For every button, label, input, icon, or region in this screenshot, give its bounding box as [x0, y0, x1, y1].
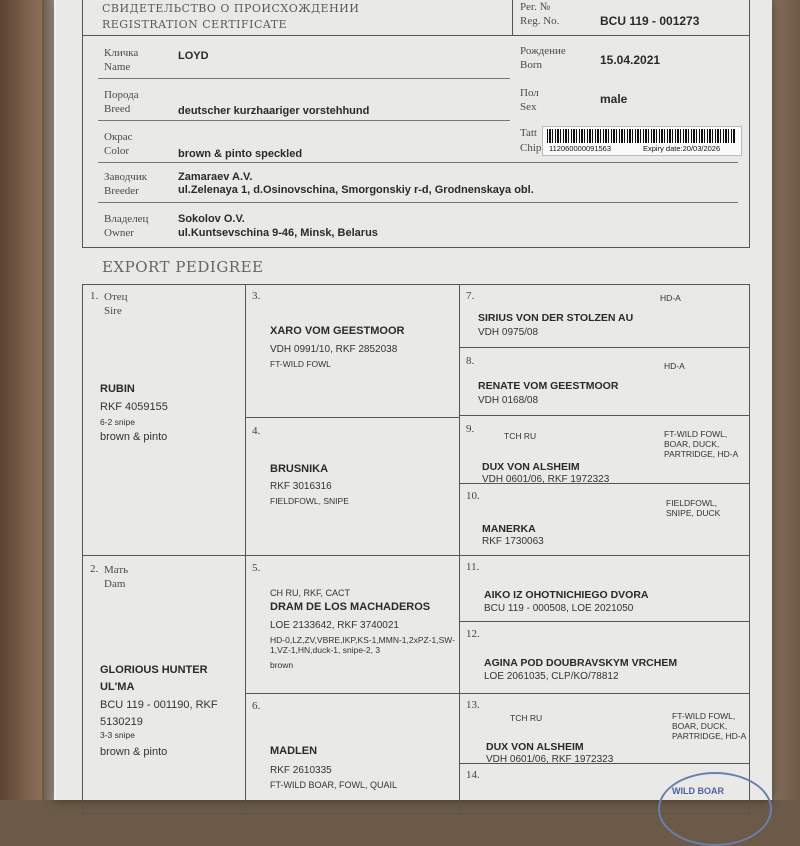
owner-address: ul.Kuntsevschina 9-46, Minsk, Belarus	[178, 227, 378, 239]
cell-9-title: TCH RU	[504, 431, 537, 441]
color-label-ru: Окрас	[104, 131, 133, 143]
chip-label: Chip	[520, 142, 542, 154]
cell-10-note: FIELDFOWL, SNIPE, DUCK	[666, 498, 721, 518]
dam-label-ru: Мать	[104, 564, 129, 576]
cell-5-reg: LOE 2133642, RKF 3740021	[270, 620, 399, 631]
color-value: brown & pinto speckled	[178, 148, 303, 160]
breeder-address: ul.Zelenaya 1, d.Osinovschina, Smorgonskiy r-d, Grodnenskaya obl.	[178, 184, 534, 196]
cell-14-number: 14.	[466, 769, 480, 781]
cell-13-number: 13.	[466, 699, 480, 711]
owner-label-en: Owner	[104, 227, 134, 239]
sex-label-en: Sex	[520, 101, 537, 113]
cell-3-name: XARO VOM GEESTMOOR	[270, 325, 405, 337]
cell-10-reg: RKF 1730063	[482, 536, 544, 547]
dam-color: brown & pinto	[100, 746, 168, 758]
cell-9-name: DUX VON ALSHEIM	[482, 461, 580, 473]
sire-label-ru: Отец	[104, 291, 128, 303]
breeder-underline	[98, 202, 738, 203]
cell-7-reg: VDH 0975/08	[478, 327, 539, 338]
pedigree-heading: EXPORT PEDIGREE	[102, 258, 264, 276]
cell-13-title: TCH RU	[510, 713, 543, 723]
dam-name: GLORIOUS HUNTER UL'MA	[100, 664, 208, 693]
cell-13-reg: VDH 0601/06, RKF 1972323	[486, 754, 614, 765]
breeder-name: Zamaraev A.V.	[178, 171, 253, 183]
cell-13-name: DUX VON ALSHEIM	[486, 741, 584, 753]
chip-expiry: Expiry date:20/03/2026	[643, 144, 721, 153]
reg-label-en: Reg. No.	[520, 15, 560, 27]
cell-5-number: 5.	[252, 562, 261, 574]
cell-6-number: 6.	[252, 700, 261, 712]
cell-5-color: brown	[270, 660, 294, 670]
cell-4-number: 4.	[252, 425, 261, 437]
dam-label-en: Dam	[104, 578, 126, 590]
cell-12-name: AGINA POD DOUBRAVSKYM VRCHEM	[484, 657, 678, 669]
owner-label-ru: Владелец	[104, 213, 149, 225]
dam-note: 3-3 snipe	[100, 730, 135, 740]
barcode-bars	[547, 129, 735, 143]
dog-name: LOYD	[178, 50, 209, 62]
registration-box	[82, 0, 750, 248]
cell-4-reg: RKF 3016316	[270, 481, 332, 492]
cell-9-note: FT-WILD FOWL, BOAR, DUCK, PARTRIDGE, HD-A	[664, 429, 739, 459]
header-vertical-divider	[512, 0, 513, 35]
header-divider	[82, 35, 750, 36]
breed-label-ru: Порода	[104, 89, 139, 101]
sire-note: 6-2 snipe	[100, 417, 135, 427]
cell-10-name: MANERKA	[482, 523, 536, 535]
cell-7-hd: HD-A	[660, 293, 681, 303]
breed-value: deutscher kurzhaariger vorstehhund	[178, 105, 370, 117]
cell-3-note: FT-WILD FOWL	[270, 359, 331, 369]
tatt-label: Tatt	[520, 127, 537, 139]
cell-6-name: MADLEN	[270, 745, 318, 757]
cell-12-number: 12.	[466, 628, 480, 640]
cell-11-number: 11.	[466, 561, 480, 573]
chip-barcode-sticker	[542, 126, 742, 156]
cell-3-number: 3.	[252, 290, 261, 302]
cell-8-name: RENATE VOM GEESTMOOR	[478, 380, 619, 392]
sex-value: male	[600, 92, 628, 106]
color-underline	[98, 162, 738, 163]
chip-number: 112060000091563	[549, 144, 612, 153]
cell-13-note: FT-WILD FOWL, BOAR, DUCK, PARTRIDGE, HD-A	[672, 711, 747, 741]
cell-6-reg: RKF 2610335	[270, 765, 332, 776]
cell-3-reg: VDH 0991/10, RKF 2852038	[270, 344, 398, 355]
sex-label-ru: Пол	[520, 87, 539, 99]
cell-12-reg: LOE 2061035, CLP/KO/78812	[484, 671, 619, 682]
owner-name: Sokolov O.V.	[178, 213, 245, 225]
reg-number: BCU 119 - 001273	[600, 14, 700, 28]
cell-7-number: 7.	[466, 290, 475, 302]
breeder-label-en: Breeder	[104, 185, 139, 197]
cell-5-title: CH RU, RKF, CACT	[270, 588, 351, 598]
name-underline	[98, 78, 510, 79]
sire-label-en: Sire	[104, 305, 122, 317]
reg-label-ru: Рег. №	[520, 1, 551, 13]
cell-6-note: FT-WILD BOAR, FOWL, QUAIL	[270, 780, 398, 790]
sire-number: 1.	[90, 290, 99, 302]
title-en: REGISTRATION CERTIFICATE	[102, 18, 288, 31]
breed-label-en: Breed	[104, 103, 131, 115]
cell-5-name: DRAM DE LOS MACHADEROS	[270, 601, 431, 613]
born-label-ru: Рождение	[520, 45, 566, 57]
dam-number: 2.	[90, 563, 99, 575]
cell-8-number: 8.	[466, 355, 475, 367]
title-ru: СВИДЕТЕЛЬСТВО О ПРОИСХОЖДЕНИИ	[102, 2, 360, 15]
sire-color: brown & pinto	[100, 431, 168, 443]
born-label-en: Born	[520, 59, 542, 71]
cell-9-number: 9.	[466, 423, 475, 435]
cell-11-name: AIKO IZ OHOTNICHIEGO DVORA	[484, 589, 649, 601]
name-label-en: Name	[104, 61, 131, 73]
sire-name: RUBIN	[100, 383, 135, 395]
breed-underline	[98, 120, 510, 121]
cell-5-note: HD-0,LZ,ZV,VBRE,IKP,KS-1,MMN-1,2xPZ-1,SW-1,VZ-1,HN,duck-1, snipe-2, 3	[270, 635, 455, 655]
name-label-ru: Кличка	[104, 47, 139, 59]
stamp-text: WILD BOAR	[672, 786, 724, 796]
cell-4-note: FIELDFOWL, SNIPE	[270, 496, 349, 506]
cell-10-number: 10.	[466, 490, 480, 502]
cell-7-name: SIRIUS VON DER STOLZEN AU	[478, 312, 634, 324]
color-label-en: Color	[104, 145, 130, 157]
dam-reg: BCU 119 - 001190, RKF 5130219	[100, 699, 218, 728]
sire-reg: RKF 4059155	[100, 401, 168, 413]
wooden-table-left	[0, 0, 42, 800]
cell-9-reg: VDH 0601/06, RKF 1972323	[482, 474, 610, 485]
official-stamp	[658, 772, 772, 846]
plastic-sleeve-edge	[44, 0, 56, 800]
cell-11-reg: BCU 119 - 000508, LOE 2021050	[484, 603, 634, 614]
cell-8-reg: VDH 0168/08	[478, 395, 539, 406]
breeder-label-ru: Заводчик	[104, 171, 148, 183]
cell-4-name: BRUSNIKA	[270, 463, 329, 475]
cell-8-hd: HD-A	[664, 361, 685, 371]
born-date: 15.04.2021	[600, 53, 661, 67]
